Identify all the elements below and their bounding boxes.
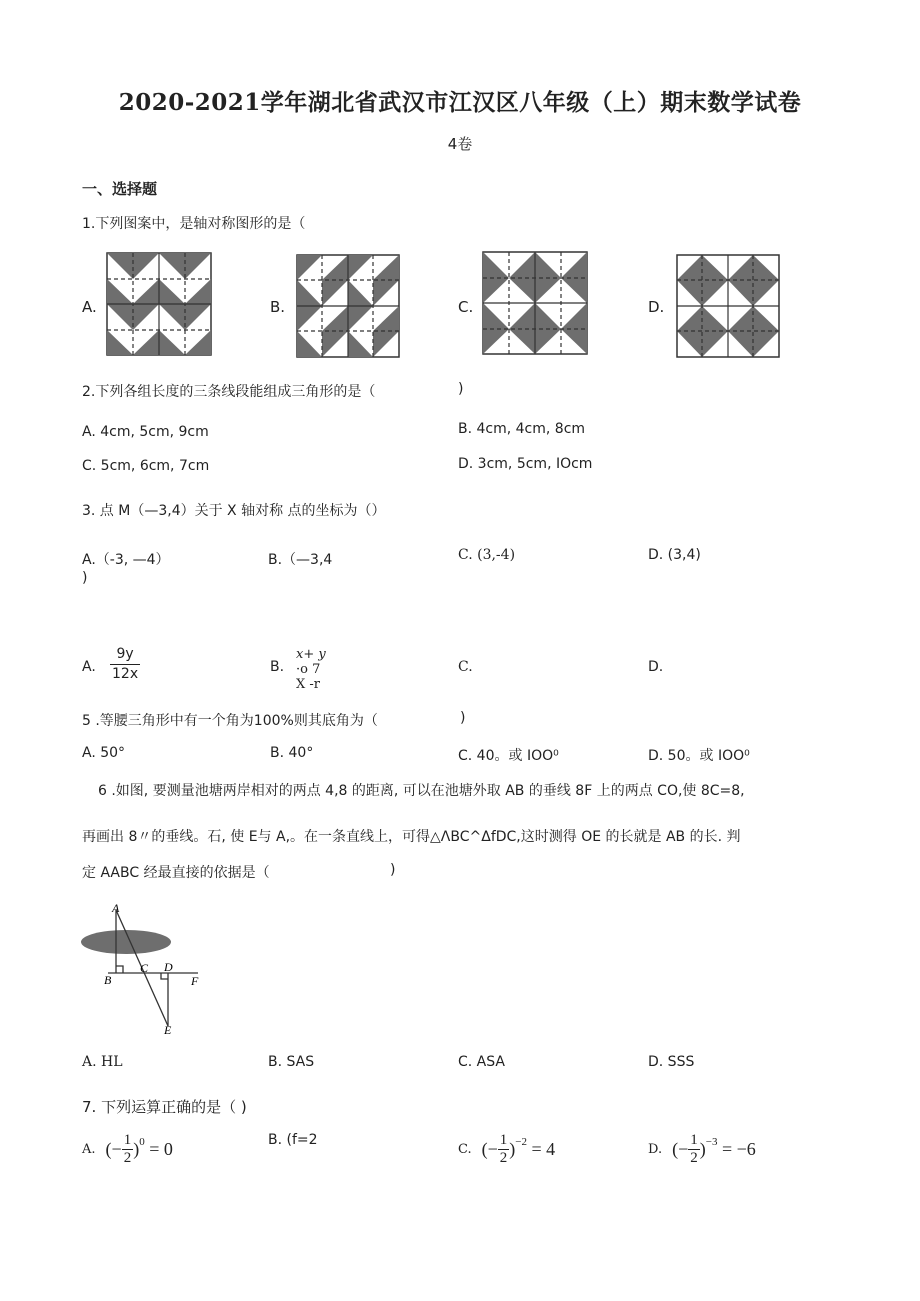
q3-option-a: A.（-3, —4）: [82, 552, 170, 568]
question-6-line-1: 6 .如图, 要测量池塘两岸相对的两点 4,8 的距离, 可以在池塘外取 AB 的垂线 8F 上的两点 CO,使 8C=8,: [98, 783, 745, 799]
question-7-stem: 7. 下列运算正确的是（ ): [82, 1098, 247, 1116]
point-a-label: A: [112, 901, 120, 915]
q7-a-numerator: 1: [123, 1132, 132, 1148]
q3-option-b: B.（—3,4: [268, 552, 333, 568]
q3-option-c: C. (3,-4): [458, 547, 516, 563]
q7-a-exponent: 0: [139, 1136, 145, 1148]
q6-option-c: C. ASA: [458, 1054, 505, 1070]
q1-option-a-label: A.: [82, 298, 97, 316]
q7-d-rparen: ): [699, 1139, 706, 1159]
q7-d-exponent: −3: [705, 1136, 718, 1148]
q4-a-denominator: 12x: [112, 666, 139, 682]
q7-d-label: D.: [648, 1142, 663, 1157]
q1-option-d-label: D.: [648, 298, 665, 316]
q5-option-a: A. 50°: [82, 745, 126, 761]
q6-pond-figure: [78, 900, 218, 1040]
question-2-close: ): [458, 381, 464, 397]
q4-b-line1: x+ y: [296, 647, 326, 662]
point-d-label: D: [164, 960, 173, 974]
q1-option-b-label: B.: [270, 298, 286, 316]
question-5-close: ): [460, 710, 466, 726]
q4-option-d-label: D.: [648, 659, 664, 675]
q5-option-d: D. 50。或 IOO⁰: [648, 748, 750, 764]
point-c-label: C: [140, 961, 149, 975]
question-3-stem: 3. 点 M（—3,4）关于 X 轴对称 点的坐标为（）: [82, 503, 386, 519]
q2-option-c: C. 5cm, 6cm, 7cm: [82, 458, 210, 474]
q4-option-a-fraction: [110, 645, 140, 684]
q4-option-b-label: B.: [270, 659, 285, 675]
q2-option-a: A. 4cm, 5cm, 9cm: [82, 424, 209, 440]
q7-a-label: A.: [82, 1142, 96, 1157]
point-b-label: B: [104, 973, 112, 987]
q1-pattern-d: [676, 254, 780, 358]
q3-option-a-cont: ): [82, 570, 88, 586]
q5-option-b: B. 40°: [270, 745, 314, 761]
q3-option-d: D. (3,4): [648, 547, 701, 563]
q7-c-numerator: 1: [499, 1132, 508, 1148]
q6-option-d: D. SSS: [648, 1054, 695, 1070]
point-f-label: F: [191, 974, 199, 988]
q4-b-line3: X -r: [296, 677, 320, 692]
q7-d-lparen: (−: [672, 1139, 689, 1159]
q7-a-rparen: ): [133, 1139, 140, 1159]
question-6-line-3: 定 AABC 经最直接的依据是（: [82, 865, 270, 881]
question-6-line-2: 再画出 8〃的垂线。石, 使 E与 A,。在一条直线上，可得△ΛBC^ΔfDC,这时测得 OE 的长就是 AB 的长. 判: [82, 829, 741, 845]
q1-option-c-label: C.: [458, 298, 474, 316]
section-heading: 一、选择题: [82, 180, 158, 198]
q2-option-b: B. 4cm, 4cm, 8cm: [458, 421, 586, 437]
q7-c-exponent: −2: [515, 1136, 527, 1148]
q7-d-numerator: 1: [690, 1132, 698, 1148]
q7-d-result: = −6: [717, 1139, 756, 1159]
q7-option-c: [458, 1132, 555, 1167]
q2-option-d: D. 3cm, 5cm, IOcm: [458, 456, 593, 472]
q4-option-a-label: A.: [82, 659, 96, 675]
q7-c-result: = 4: [527, 1139, 556, 1159]
q4-option-b-expr: [296, 647, 326, 692]
q6-option-a: A. HL: [82, 1054, 123, 1070]
q7-c-denominator: 2: [499, 1150, 508, 1166]
paper-version: 4卷: [447, 135, 473, 153]
q7-option-a: [82, 1132, 173, 1167]
page-title: 2020-2021学年湖北省武汉市江汉区八年级（上）期末数学试卷: [118, 89, 802, 116]
q7-c-lparen: (−: [481, 1139, 498, 1159]
question-6-line-3-close: ): [390, 862, 396, 878]
q1-pattern-b: [296, 254, 400, 358]
q7-a-denominator: 2: [123, 1150, 132, 1166]
q5-option-c: C. 40。或 IOO⁰: [458, 748, 559, 764]
q7-option-b: B. (f=2: [268, 1132, 318, 1148]
q7-d-denominator: 2: [690, 1150, 698, 1166]
q1-pattern-a: [106, 252, 212, 356]
q7-a-fraction: [122, 1132, 134, 1167]
q7-c-label: C.: [458, 1142, 472, 1157]
q7-c-rparen: ): [509, 1139, 516, 1159]
q7-a-lparen: (−: [105, 1139, 122, 1159]
q6-option-b: B. SAS: [268, 1054, 315, 1070]
q7-option-d: [648, 1132, 756, 1167]
point-e-label: E: [164, 1023, 172, 1037]
question-1-stem: 1.下列图案中，是轴对称图形的是（: [82, 216, 306, 232]
question-5-stem: 5 .等腰三角形中有一个角为100%则其底角为（: [82, 713, 378, 729]
q1-pattern-c: [482, 251, 588, 355]
q7-c-fraction: [498, 1132, 510, 1167]
q4-b-line2: ·o 7: [296, 662, 321, 677]
q7-a-result: = 0: [144, 1139, 173, 1159]
q4-a-numerator: 9y: [110, 645, 140, 665]
q7-d-fraction: [688, 1132, 700, 1167]
q4-option-c-label: C.: [458, 659, 473, 675]
question-2-stem: 2.下列各组长度的三条线段能组成三角形的是（: [82, 384, 376, 400]
